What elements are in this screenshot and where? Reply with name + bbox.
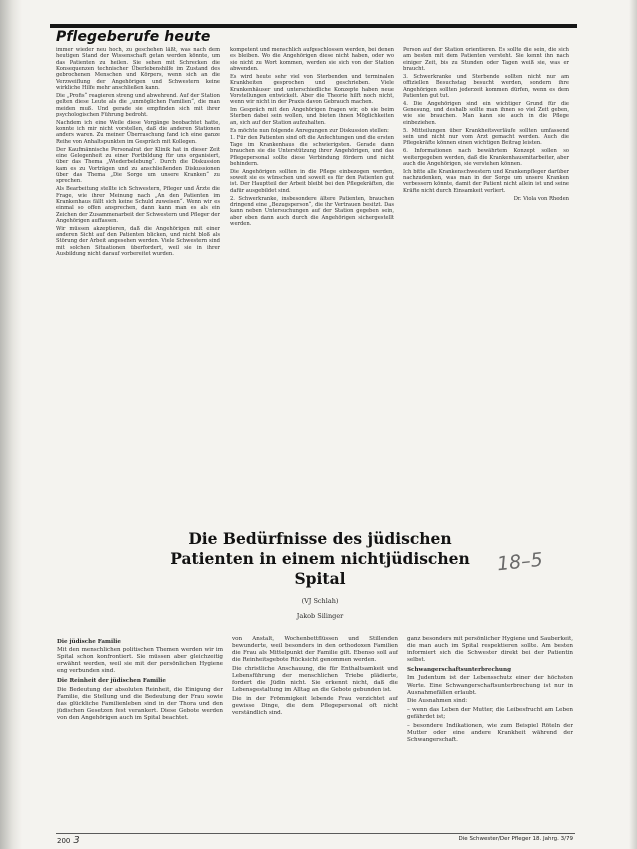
paragraph: – besondere Indikationen, wie zum Beispiel Röteln der Mutter oder eine andere Krankheit während der Schwangerschaft. — [407, 722, 573, 743]
paragraph: Der Kaufmännische Personalrat der Klinik hat in dieser Zeit eine Gelegenheit zu einer Fortbildung für uns organisiert, über das Thema „Wiederbelebung“. Durch die Diskussion kam es zu Vorträgen und zu anschließenden Diskussionen über das Thema „Die Sorge um unsere Kranken“ zu sprechen. — [56, 146, 220, 185]
footer-page-number — [57, 835, 80, 846]
article-column-2 — [232, 636, 398, 828]
paragraph: 3. Schwerkranke und Sterbende sollten nicht nur am offiziellen Besuchstag besucht werden, sondern ihre Angehörigen sollten jederzeit kommen dürfen, wenn es dem Patienten gut tut. — [403, 73, 569, 99]
paragraph: Wir müssen akzeptieren, daß die Angehörigen mit einer anderen Sicht auf den Patienten blicken, und nicht bloß als Störung der Arbeit angesehen werden. Viele Schwestern sind mit solchen Situationen überfordert, weil sie in ihrer Ausbildung nicht darauf vorbereitet wurden. — [56, 225, 220, 258]
section-heading: Die jüdische Familie — [57, 639, 121, 645]
paragraph: Im Judentum ist der Lebensschutz einer der höchsten Werte. Eine Schwangerschaftsunterbrechung ist nur in Ausnahmefällen erlaubt. — [407, 675, 573, 696]
paragraph: Die „Profis“ reagieren streng und abwehrend. Auf der Station gelten diese Leute als die „unmöglichen Familien“, die man meiden muß. Und gerade sie empfinden sich mit ihrer psychologischen Führung bedroht. — [56, 92, 220, 118]
paragraph: Die Bedeutung der absoluten Reinheit, die Einigung der Familie, die Stellung und die Bedeutung der Frau sowie das glückliche Familienleben sind in der Thora und den jüdischen Gesetzen fest verankert. Diese Gebote werden von den Angehörigen auch im Spital beachtet. — [57, 686, 223, 721]
paragraph: Person auf der Station orientieren. Es sollte die sein, die sich am besten mit dem Patienten versteht. Sie kennt ihn nach einiger Zeit, bis zu Stunden oder Tagen weiß sie, was er braucht. — [403, 47, 569, 73]
text-column-1 — [56, 47, 220, 499]
section-heading: Schwangerschaftsunterbrechung — [407, 667, 511, 674]
footer-rule — [56, 833, 575, 834]
paragraph: 6. Informationen nach bewährtem Konzept sollen so weitergegeben werden, daß die Krankenhausmitarbeiter, aber auch die Angehörigen, sie verstehen können. — [403, 148, 569, 167]
footer-publication: Die Schwester/Der Pfleger 18. Jahrg. 3/79 — [458, 836, 573, 842]
article-column-1 — [57, 636, 223, 828]
paragraph: kompetent und menschlich aufgeschlossen werden, bei denen es bleiben. Wo die Angehörigen diese nicht haben, oder wo sie nicht zu Wort kommen, werden sie sich von der Station abwenden. — [230, 47, 394, 73]
paragraph: Als Bearbeitung stellte ich Schwestern, Pfleger und Ärzte die Frage, wie ihrer Meinung nach „An den Patienten im Krankenhaus fällt sich keine Schuld zuweisen“. Wenn wir es einmal so offen ansprechen, dann kann man es als ein Zeichen der Zusammenarbeit der Schwestern und Pfleger der Angehörigen auffassen. — [56, 186, 220, 224]
column-3-paragraphs — [403, 47, 569, 194]
paragraph: 4. Die Angehörigen sind ein wichtiger Grund für die Genesung, und deshalb sollte man ihnen so viel Zeit geben, wie sie brauchen. Man kann sie auch in die Pflege einbeziehen. — [403, 100, 569, 126]
paragraph: Nachdem ich eine Weile diese Vorgänge beobachtet hatte, konnte ich mir nicht vorstellen, daß die anderen Stationen anders waren. Zu meiner Überraschung fand ich eine ganze Reihe von Anhaltspunkten im Gespräch mit Kollegen. — [56, 119, 220, 145]
paragraph: von Anstalt, Wochenbettflüssen und Stillenden bewunderte, weil besonders in den orthodoxen Familien die Frau als Mittelpunkt der Familie gilt. Ebenso soll auf die Reinheitsgebote Rücksicht genommen werden. — [232, 636, 398, 664]
paragraph: Die in der Frömmigkeit lebende Frau verzichtet auf gewisse Dinge, die dem Pflegepersonal oft nicht verständlich sind. — [232, 695, 398, 716]
paragraph: immer wieder neu hoch, zu geschehen läßt, was nach dem heutigen Stand der Wissenschaft getan werden könnte, um das Patienten zu heilen. Sie sehen mit Schrecken die Konsequenzen technischer Überlebenshilfe im Zustand des gebrochenen Menschen und Körpers, wenn sich an die Verzweiflung der Angehörigen und Schwestern keine wirkliche Hilfe mehr anschließen kann. — [56, 47, 220, 92]
paragraph: Es möchte nun folgende Anregungen zur Diskussion stellen: — [230, 127, 389, 134]
paragraph: Im Gespräch mit den Angehörigen fragen wir, ob sie beim Sterben dabei sein wollen, und bieten ihnen Möglichkeiten an, sich auf der Station aufzuhalten. — [230, 107, 394, 126]
paragraph: Die Ausnahmen sind: — [407, 698, 468, 705]
paragraph: 5. Mitteilungen über Krankheitsverläufe sollten umfassend sein und nicht nur vom Arzt gemacht werden. Auch die Pflegekräfte können einen wichtigen Beitrag leisten. — [403, 127, 569, 147]
author-signature: Dr. Viola von Rheden — [513, 195, 569, 202]
paragraph: Die Angehörigen sollten in die Pflege einbezogen werden, soweit sie es wünschen und soweit es für den Patienten gut ist. Der Hauptteil der Arbeit bleibt bei den Pflegekräften, die dafür ausgebildet sind. — [230, 168, 394, 194]
header-rule — [50, 24, 577, 28]
paragraph: 1. Für den Patienten sind oft die Anfechtungen und die ersten Tage im Krankenhaus die schwierigsten. Gerade dann brauchen sie die Unterstützung ihrer Angehörigen, und das Pflegepersonal sollte diese Verbindung fördern und nicht behindern. — [230, 135, 394, 167]
text-column-2 — [230, 47, 394, 499]
paragraph: Die christliche Anschauung, die für Enthaltsamkeit und Lebensführung der menschlichen Triebe plädierte, fordert die Jüdin nicht. Sie erkennt nicht, daß die Lebensgestaltung im Alltag an die Gebote gebunden ist. — [232, 665, 398, 694]
article-source: (VJ Schlah) — [301, 597, 339, 605]
page-number: 200 — [57, 837, 71, 845]
section-heading: Die Reinheit der jüdischen Familie — [57, 678, 166, 685]
paragraph: 2. Schwerkranke, insbesondere ältere Patienten, brauchen dringend eine „Bezugsperson“, die ihr Vertrauen besitzt. Das kann neben Untersuchungen auf der Station gegeben sein, aber eben dann auch durch die Angehörigen sichergestellt werden. — [230, 195, 394, 227]
paragraph: – wenn das Leben der Mutter, die Leibesfrucht am Leben gefährdet ist; — [407, 706, 573, 720]
article-column-3 — [407, 636, 573, 828]
handwritten-note: 18–5 — [495, 548, 544, 576]
handwritten-mark: 3 — [73, 835, 80, 846]
text-column-3 — [403, 47, 569, 499]
paragraph: Es wird heute sehr viel von Sterbenden und terminalen Krankheiten gesprochen und geschrieben. Viele Krankenhäuser und unterschiedliche Konzepte haben neue Vorstellungen entwickelt. Aber die Theorie hilft noch nicht, wenn wir nicht in der Praxis davon Gebrauch machen. — [230, 73, 394, 106]
article-author: Jakob Silinger — [296, 612, 344, 620]
paragraph: ganz besonders mit persönlicher Hygiene und Sauberkeit, die man auch im Spital respektieren sollte. Am besten informiert sich die Schwester direkt bei der Patientin selbst. — [407, 636, 573, 664]
magazine-section-title: Pflegeberufe heute — [56, 29, 211, 45]
article-title: Die Bedürfnisse des jüdischen Patienten in einem nichtjüdischen Spital — [170, 529, 470, 588]
paragraph: Ich bitte alle Krankenschwestern und Krankenpfleger darüber nachzudenken, was man in der Sorge um unsere Kranken verbessern könnte, damit der Patient nicht allein ist und seine Kräfte nicht durch Einsamkeit verliert. — [403, 168, 569, 194]
paragraph: Mit den menschlichen politischen Themen werden wir im Spital schon konfrontiert. Sie müssen aber gleichzeitig erwähnt werden, weil sie mit der persönlichen Hygiene eng verbunden sind. — [57, 647, 223, 675]
